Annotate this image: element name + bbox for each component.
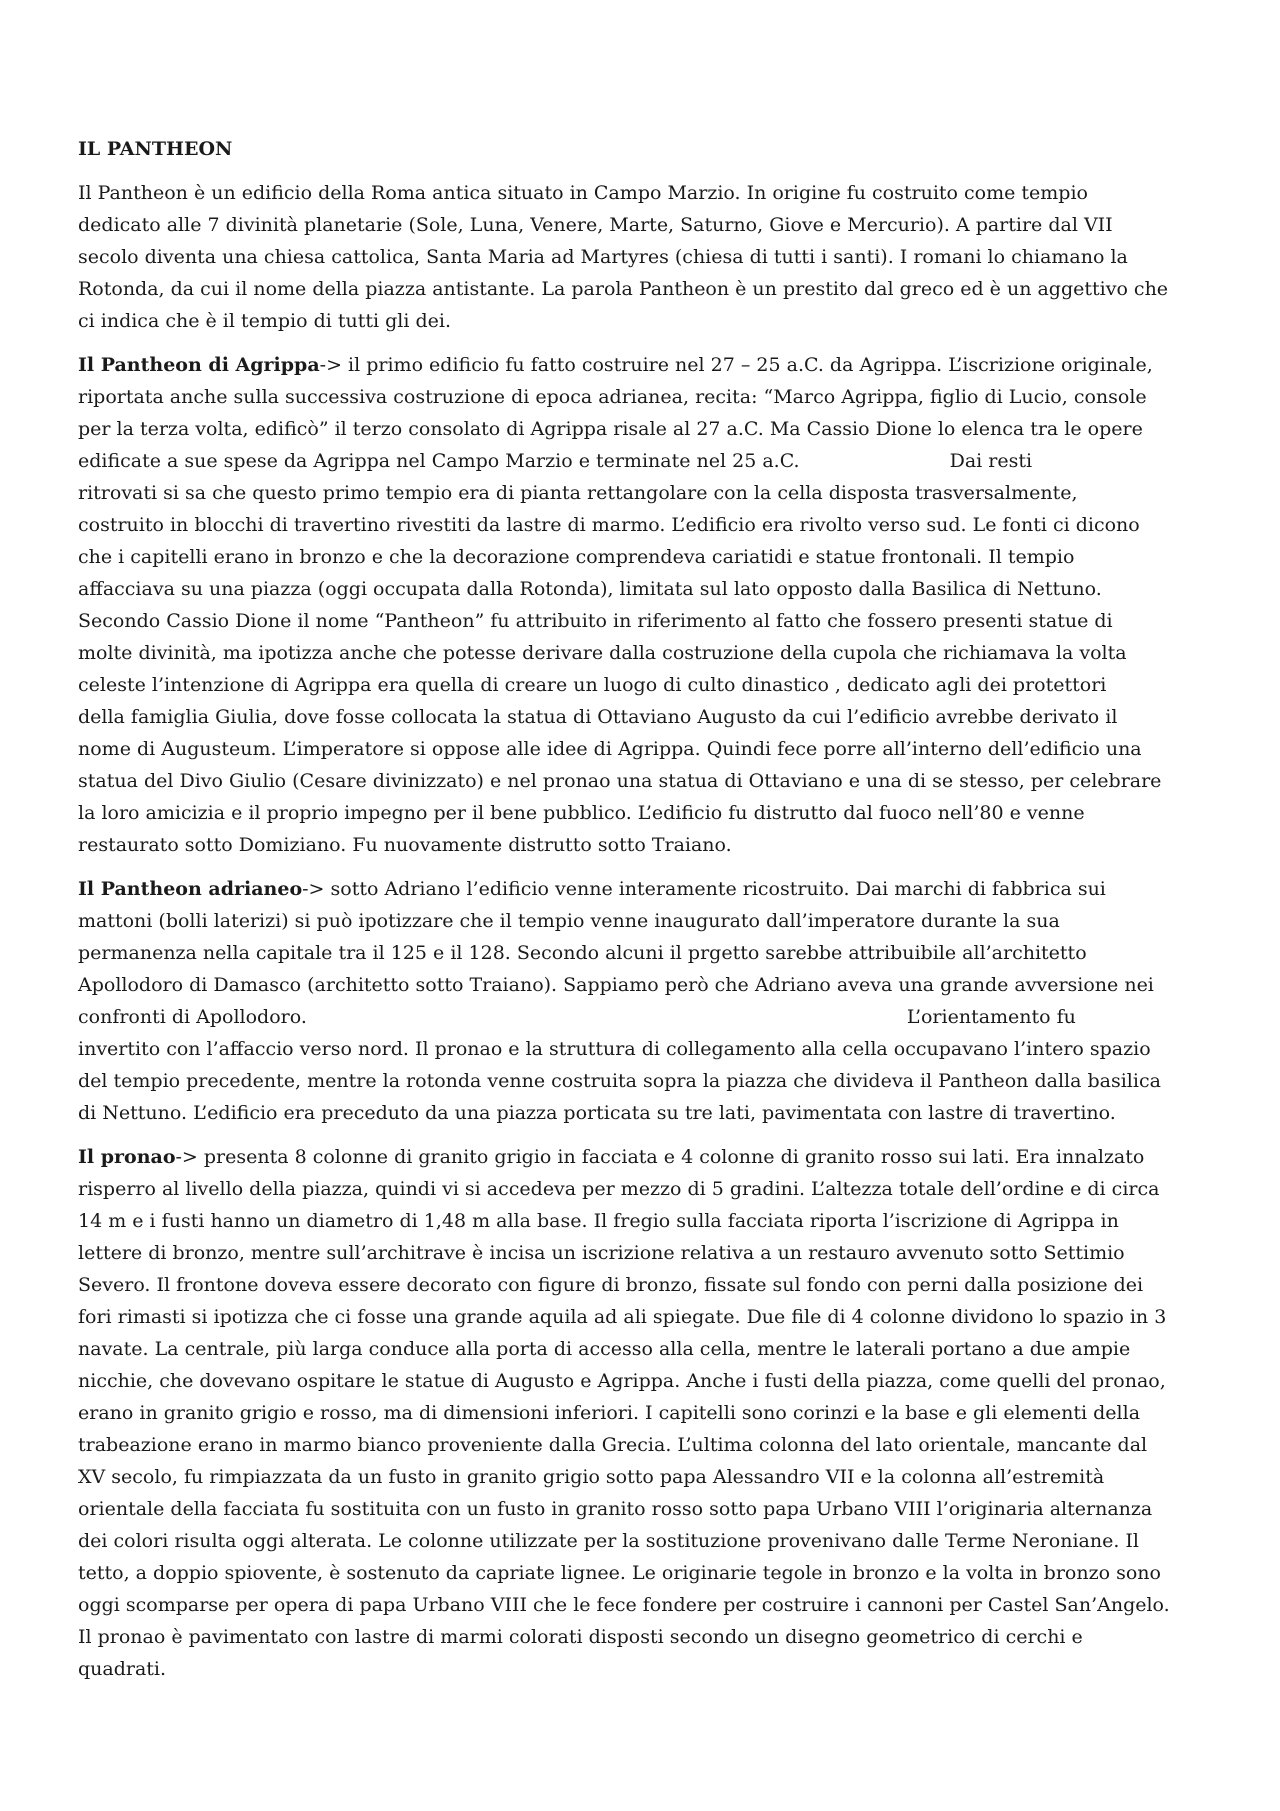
text-line: erano in granito grigio e rosso, ma di dimensioni inferiori. I capitelli sono corinzi e la base e gli elementi della <box>78 1402 1141 1424</box>
text-line: affacciava su una piazza (oggi occupata dalla Rotonda), limitata sul lato opposto dalla Basilica di Nettuno. <box>78 578 1102 600</box>
text-line: della famiglia Giulia, dove fosse collocata la statua di Ottaviano Augusto da cui l’edificio avrebbe derivato il <box>78 706 1118 728</box>
text-line: navate. La centrale, più larga conduce alla porta di accesso alla cella, mentre le laterali portano a due ampie <box>78 1338 1131 1360</box>
agrippa-paragraph <box>78 349 1204 861</box>
text-line: costruito in blocchi di travertino rivestiti da lastre di marmo. L’edificio era rivolto verso sud. Le fonti ci dicono <box>78 514 1140 536</box>
text-line: nicchie, che dovevano ospitare le statue di Augusto e Agrippa. Anche i fusti della piazza, come quelli del pronao, <box>78 1370 1166 1392</box>
text-line: tetto, a doppio spiovente, è sostenuto da capriate lignee. Le originarie tegole in bronzo e la volta in bronzo sono <box>78 1562 1161 1584</box>
text-line: Apollodoro di Damasco (architetto sotto Traiano). Sappiamo però che Adriano aveva una grande avversione nei <box>78 974 1154 996</box>
text-line: ci indica che è il tempio di tutti gli dei. <box>78 310 451 332</box>
document-page <box>78 133 1204 1697</box>
text-line: fori rimasti si ipotizza che ci fosse una grande aquila ad ali spiegate. Due file di 4 colonne dividono lo spazio in 3 <box>78 1306 1167 1328</box>
text-line: invertito con l’affaccio verso nord. Il pronao e la struttura di collegamento alla cella occupavano l’intero spazio <box>78 1038 1151 1060</box>
text-line: nome di Augusteum. L’imperatore si oppose alle idee di Agrippa. Quindi fece porre all’interno dell’edificio una <box>78 738 1142 760</box>
text-line: molte divinità, ma ipotizza anche che potesse derivare dalla costruzione della cupola che richiamava la volta <box>78 642 1127 664</box>
text-line: Rotonda, da cui il nome della piazza antistante. La parola Pantheon è un prestito dal greco ed è un aggettivo che <box>78 278 1169 300</box>
text-line: celeste l’intenzione di Agrippa era quella di creare un luogo di culto dinastico , dedicato agli dei protettori <box>78 674 1107 696</box>
text-line: Il pronao è pavimentato con lastre di marmi colorati disposti secondo un disegno geometrico di cerchi e <box>78 1626 1083 1648</box>
text-line: Dai resti <box>949 450 1033 472</box>
text-line: trabeazione erano in marmo bianco proveniente dalla Grecia. L’ultima colonna del lato orientale, mancante dal <box>78 1434 1148 1456</box>
text-line: orientale della facciata fu sostituita con un fusto in granito rosso sotto papa Urbano VIII l’originaria alternanza <box>78 1498 1153 1520</box>
text-line: lettere di bronzo, mentre sull’architrave è incisa un iscrizione relativa a un restauro avvenuto sotto Settimio <box>78 1242 1125 1264</box>
text-line: confronti di Apollodoro. <box>78 1006 307 1028</box>
text-line: Secondo Cassio Dione il nome “Pantheon” fu attribuito in riferimento al fatto che fossero presenti statue di <box>78 610 1113 632</box>
text-line: Severo. Il frontone doveva essere decorato con figure di bronzo, fissate sul fondo con perni dalla posizione dei <box>78 1274 1144 1296</box>
text-line: dedicato alle 7 divinità planetarie (Sole, Luna, Venere, Marte, Saturno, Giove e Mercurio). A partire dal VII <box>78 214 1113 236</box>
agrippa-heading: Il Pantheon di Agrippa <box>78 354 320 376</box>
text-line: ritrovati si sa che questo primo tempio era di pianta rettangolare con la cella disposta trasversalmente, <box>78 482 1078 504</box>
text-line: del tempio precedente, mentre la rotonda venne costruita sopra la piazza che divideva il Pantheon dalla basilica <box>78 1070 1161 1092</box>
text-line: per la terza volta, edificò” il terzo consolato di Agrippa risale al 27 a.C. Ma Cassio Dione lo elenca tra le opere <box>78 418 1143 440</box>
text-line: secolo diventa una chiesa cattolica, Santa Maria ad Martyres (chiesa di tutti i santi). I romani lo chiamano la <box>78 246 1128 268</box>
text-line: riportata anche sulla successiva costruzione di epoca adrianea, recita: “Marco Agrippa, figlio di Lucio, console <box>78 386 1147 408</box>
text-line: risperro al livello della piazza, quindi vi si accedeva per mezzo di 5 gradini. L’altezza totale dell’ordine e di circa <box>78 1178 1160 1200</box>
adrianeo-heading: Il Pantheon adrianeo <box>78 878 303 900</box>
text-line: statua del Divo Giulio (Cesare divinizzato) e nel pronao una statua di Ottaviano e una di se stesso, per celebrare <box>78 770 1162 792</box>
text-line: -> presenta 8 colonne di granito grigio in facciata e 4 colonne di granito rosso sui lati. Era innalzato <box>175 1146 1145 1168</box>
pronao-paragraph <box>78 1141 1204 1685</box>
text-line: che i capitelli erano in bronzo e che la decorazione comprendeva cariatidi e statue frontonali. Il tempio <box>78 546 1075 568</box>
text-line: 14 m e i fusti hanno un diametro di 1,48 m alla base. Il fregio sulla facciata riporta l’iscrizione di Agrippa in <box>78 1210 1119 1232</box>
text-line: restaurato sotto Domiziano. Fu nuovamente distrutto sotto Traiano. <box>78 834 732 856</box>
text-line: Il Pantheon è un edificio della Roma antica situato in Campo Marzio. In origine fu costruito come tempio <box>78 182 1088 204</box>
text-line: di Nettuno. L’edificio era preceduto da una piazza porticata su tre lati, pavimentata con lastre di travertino. <box>78 1102 1116 1124</box>
text-line: XV secolo, fu rimpiazzata da un fusto in granito grigio sotto papa Alessandro VII e la colonna all’estremità <box>78 1466 1105 1488</box>
text-line: -> il primo edificio fu fatto costruire nel 27 – 25 a.C. da Agrippa. L’iscrizione originale, <box>319 354 1153 376</box>
adrianeo-paragraph <box>78 873 1204 1129</box>
text-line: permanenza nella capitale tra il 125 e il 128. Secondo alcuni il prgetto sarebbe attribuibile all’architetto <box>78 942 1087 964</box>
text-line: oggi scomparse per opera di papa Urbano VIII che le fece fondere per costruire i cannoni per Castel San’Angelo. <box>78 1594 1170 1616</box>
intro-paragraph <box>78 177 1204 337</box>
text-line: edificate a sue spese da Agrippa nel Campo Marzio e terminate nel 25 a.C. <box>78 450 800 472</box>
document-title: IL PANTHEON <box>78 138 233 160</box>
text-line: la loro amicizia e il proprio impegno per il bene pubblico. L’edificio fu distrutto dal fuoco nell’80 e venne <box>78 802 1085 824</box>
text-line: dei colori risulta oggi alterata. Le colonne utilizzate per la sostituzione provenivano dalle Terme Neroniane. Il <box>78 1530 1140 1552</box>
text-line: quadrati. <box>78 1658 167 1680</box>
text-line: -> sotto Adriano l’edificio venne interamente ricostruito. Dai marchi di fabbrica sui <box>302 878 1106 900</box>
pronao-heading: Il pronao <box>78 1146 176 1168</box>
text-line: mattoni (bolli laterizi) si può ipotizzare che il tempio venne inaugurato dall’imperatore durante la sua <box>78 910 1060 932</box>
text-line: L’orientamento fu <box>906 1006 1076 1028</box>
